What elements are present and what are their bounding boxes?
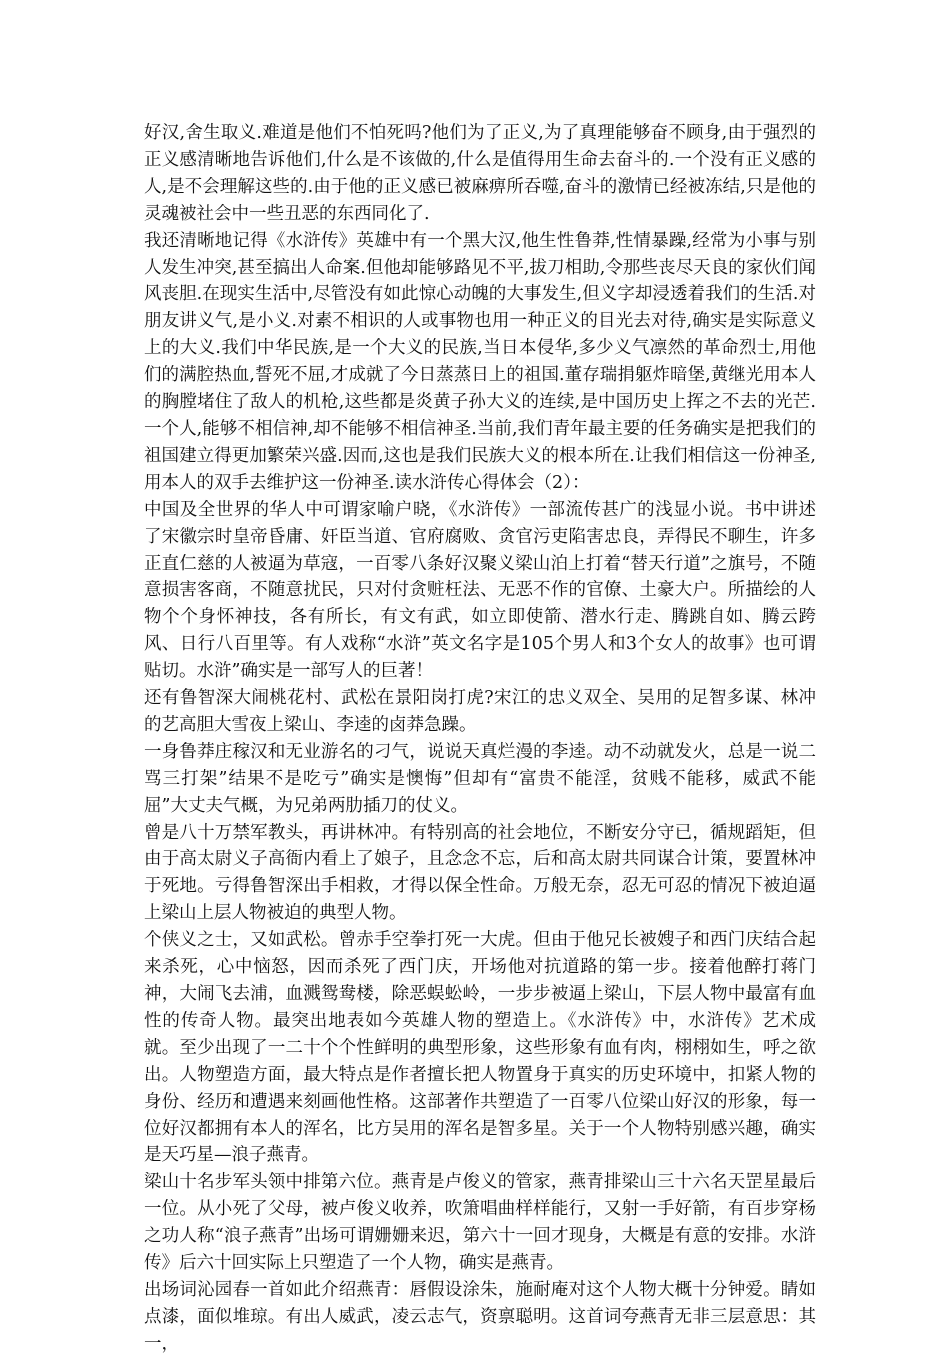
paragraph-wu-song-and-character-craft: 个侠义之士，又如武松。曾赤手空拳打死一大虎。但由于他兄长被嫂子和西门庆结合起来杀死，心中恼怒，因而杀死了西门庆，开场他对抗道路的第一步。接着他醉打蒋门神，大闹飞去浦，血溅鸳鸯楼，除恶蜈蚣岭，一步步被逼上梁山，下层人物中最富有血性的传奇人物。最突出地表如今英雄人物的塑造上。《水浒传》中，水浒传》艺术成就。至少出现了一二十个个性鲜明的典型形象，这些形象有血有肉，栩栩如生，呼之欲出。人物塑造方面，最大特点是作者擅长把人物置身于真实的历史环境中，扣紧人物的身份、经历和遭遇来刻画他性格。这部著作共塑造了一百零八位梁山好汉的形象，每一位好汉都拥有本人的浑名，比方吴用的浑名是智多星。关于一个人物特别感兴趣，确实是天巧星—浪子燕青。 — [144, 930, 816, 1166]
paragraph-li-kui: 一身鲁莽庄稼汉和无业游名的刁气，说说天真烂漫的李逵。动不动就发火，总是一说二骂三打架”结果不是吃亏”确实是懊悔”但却有“富贵不能淫，贫贱不能移，威武不能屈”大丈夫气概，为兄弟两肋插刀的仗义。 — [144, 741, 816, 816]
paragraph-li-kui-and-national-righteousness: 我还清晰地记得《水浒传》英雄中有一个黑大汉,他生性鲁莽,性情暴躁,经常为小事与别人发生冲突,甚至搞出人命案.但他却能够路见不平,拔刀相助,令那些丧尽天良的家伙们闻风丧胆.在现实生活中,尽管没有如此惊心动魄的大事发生,但义字却浸透着我们的生活.对朋友讲义气,是小义.对素不相识的人或事物也用一种正义的目光去对待,确实是实际意义上的大义.我们中华民族,是一个大义的民族,当日本侵华,多少义气凛然的革命烈士,用他们的满腔热血,誓死不屈,才成就了今日蒸蒸日上的祖国.董存瑞捐躯炸暗堡,黄继光用本人的胸膛堵住了敌人的机枪,这些都是炎黄子孙大义的连续,是中国历史上挥之不去的光芒.一个人,能够不相信神,却不能够不相信神圣.当前,我们青年最主要的任务确实是把我们的祖国建立得更加繁荣兴盛.因而,这也是我们民族大义的根本所在.让我们相信这一份神圣,用本人的双手去维护这一份神圣.读水浒传心得体会（2）： — [144, 230, 816, 493]
paragraph-justice: 好汉,舍生取义.难道是他们不怕死吗?他们为了正义,为了真理能够奋不顾身,由于强烈的正义感清晰地告诉他们,什么是不该做的,什么是值得用生命去奋斗的.一个没有正义感的人,是不会理解这些的.由于他的正义感已被麻痹所吞噬,奋斗的激情已经被冻结,只是他的灵魂被社会中一些丑恶的东西同化了. — [144, 123, 816, 224]
paragraph-heroes-list: 还有鲁智深大闹桃花村、武松在景阳岗打虎?宋江的忠义双全、吴用的足智多谋、林冲的艺高胆大雪夜上梁山、李逵的卤莽急躁。 — [144, 688, 816, 735]
document-body — [144, 120, 816, 1358]
paragraph-yan-qing: 梁山十名步军头领中排第六位。燕青是卢俊义的管家，燕青排梁山三十六名天罡星最后一位。从小死了父母，被卢俊义收养，吹箫唱曲样样能行，又射一手好箭，有百步穿杨之功人称“浪子燕青”出场可谓姗姗来迟，第六十一回才现身，大概是有意的安排。水浒传》后六十回实际上只塑造了一个人物，确实是燕青。 — [144, 1172, 816, 1274]
paragraph-lin-chong: 曾是八十万禁军教头，再讲林冲。有特别高的社会地位，不断安分守已，循规蹈矩，但由于高太尉义子高衙内看上了娘子，且念念不忘，后和高太尉共同谋合计策，要置林冲于死地。亏得鲁智深出手相救，才得以保全性命。万般无奈，忍无可忍的情况下被迫逼上梁山上层人物被迫的典型人物。 — [144, 822, 816, 924]
paragraph-water-margin-introduction: 中国及全世界的华人中可谓家喻户晓，《水浒传》一部流传甚广的浅显小说。书中讲述了宋徽宗时皇帝昏庸、奸臣当道、官府腐败、贪官污吏陷害忠良，弄得民不聊生，许多正直仁慈的人被逼为草寇，一百零八条好汉聚义梁山泊上打着“替天行道”之旗号，不随意损害客商，不随意扰民，只对付贪赃枉法、无恶不作的官僚、土豪大户。所描绘的人物个个身怀神技，各有所长，有文有武，如立即使箭、潜水行走、腾跳自如、腾云跨风、日行八百里等。有人戏称“水浒”英文名字是105个男人和3个女人的故事》也可谓贴切。水浒”确实是一部写人的巨著！ — [144, 499, 816, 682]
paragraph-yan-qing-poem: 出场词沁园春一首如此介绍燕青：唇假设涂朱，施耐庵对这个人物大概十分钟爱。睛如点漆，面似堆琼。有出人威武，凌云志气，资禀聪明。这首词夸燕青无非三层意思：其一， — [144, 1279, 816, 1354]
